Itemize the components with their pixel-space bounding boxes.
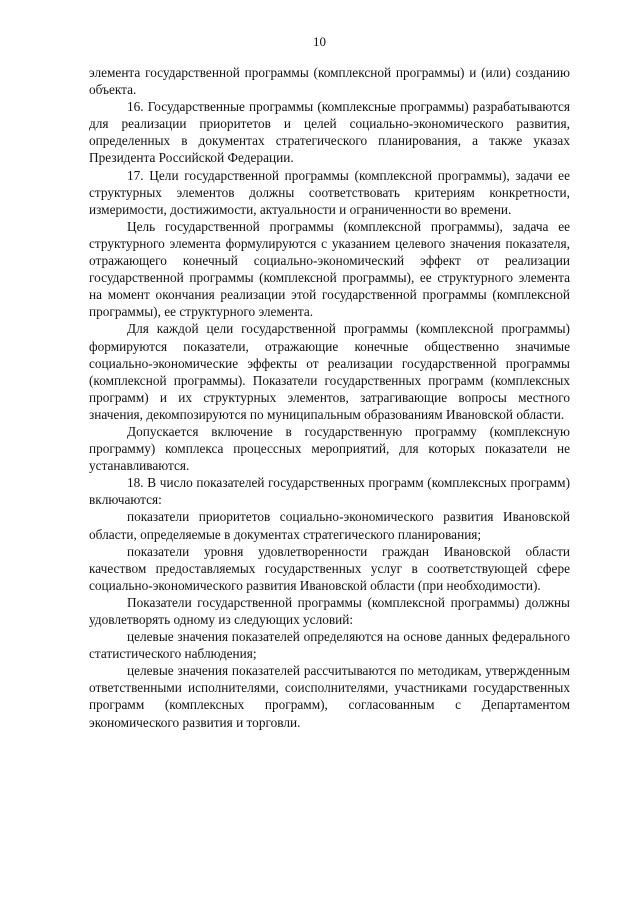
page-number: 10 xyxy=(313,34,326,49)
paragraph-item-17: 17. Цели государственной программы (комплексной программы), задачи ее структурных элементов должны соответствовать критериям конкретности, измеримости, достижимости, актуальности и ограниченности во времени. xyxy=(89,167,570,217)
paragraph-item-18: 18. В число показателей государственных программ (комплексных программ) включаются: xyxy=(89,475,570,508)
paragraph-satisfaction-indicators: показатели уровня удовлетворенности граждан Ивановской области качеством предоставляемых государственных услуг в соответствующей сфере социально-экономического развития Ивановской области (при необходимости). xyxy=(89,543,570,593)
paragraph-goal-formulation: Цель государственной программы (комплексной программы), задача ее структурного элемента формулируются с указанием целевого значения показателя, отражающего конечный социально-экономический эффект от реализации государственной программы (комплексной программы), ее структурного элемента на момент окончания реализации этой государственной программы (комплексной программы), ее структурного элемента. xyxy=(89,218,570,320)
paragraph-continuation: элемента государственной программы (комплексной программы) и (или) созданию объекта. xyxy=(89,65,570,98)
paragraph-methodology: целевые значения показателей рассчитываются по методикам, утвержденным ответственными исполнителями, соисполнителями, участниками государственных программ (комплексных программ), согласованным с Департаментом экономического развития и торговли. xyxy=(89,663,570,730)
paragraph-process-activities: Допускается включение в государственную программу (комплексную программу) комплекса процессных мероприятий, для которых показатели не устанавливаются. xyxy=(89,423,570,474)
paragraph-indicators-per-goal: Для каждой цели государственной программы (комплексной программы) формируются показатели, отражающие конечные общественно значимые социально-экономические эффекты от реализации государственной программы (комплексной программы). Показатели государственных программ (комплексных программ) и их структурных элементов, затрагивающие вопросы местного значения, декомпозируются по муниципальным образованиям Ивановской области. xyxy=(89,321,570,422)
paragraph-indicator-conditions: Показатели государственной программы (комплексной программы) должны удовлетворять одному из следующих условий: xyxy=(89,594,570,627)
paragraph-statistical-observation: целевые значения показателей определяются на основе данных федерального статистического наблюдения; xyxy=(89,629,570,662)
paragraph-item-16: 16. Государственные программы (комплексные программы) разрабатываются для реализации приоритетов и целей социально-экономического развития, определенных в документах стратегического планирования, а также указах Президента Российской Федерации. xyxy=(89,99,570,166)
paragraph-priority-indicators: показатели приоритетов социально-экономического развития Ивановской области, определяемые в документах стратегического планирования; xyxy=(89,509,570,542)
document-body xyxy=(89,64,570,731)
